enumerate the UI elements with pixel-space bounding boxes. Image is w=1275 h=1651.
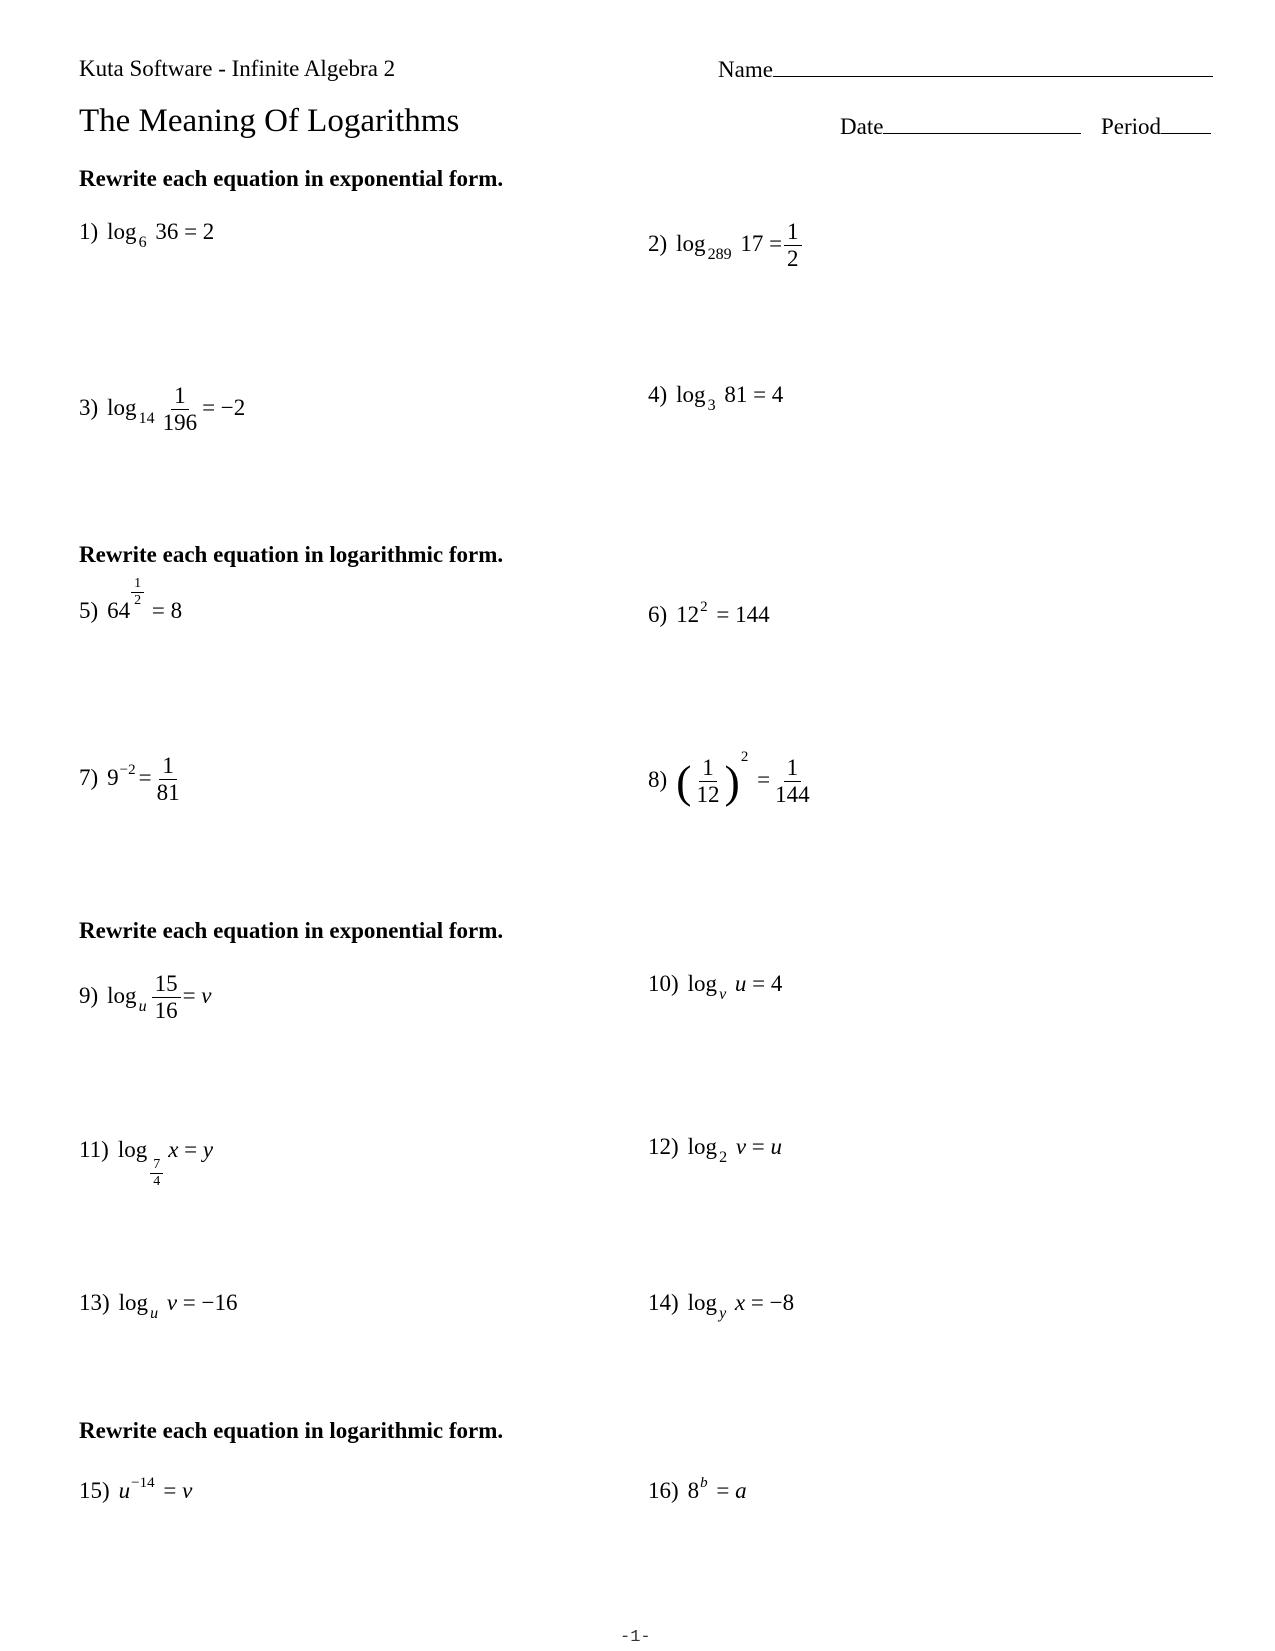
equation-rhs: = 144 — [716, 602, 770, 627]
equals-sign: = — [751, 1134, 765, 1159]
problem-6 — [648, 599, 770, 627]
problem-number: 1) — [79, 219, 99, 244]
exponential-base: u — [118, 1478, 131, 1503]
fraction-numerator: 1 — [784, 755, 802, 782]
problem-number: 12) — [648, 1134, 679, 1159]
exponent: −2 — [119, 762, 136, 779]
equation-rhs: = −2 — [202, 395, 246, 421]
exponent: b — [700, 1475, 708, 1491]
problem-1 — [79, 219, 215, 251]
log-operator: log — [687, 1290, 718, 1315]
log-operator: log — [107, 395, 137, 421]
log-operator: log — [687, 971, 718, 996]
log-argument: v — [166, 1290, 178, 1315]
exponential-base: 64 — [107, 597, 131, 623]
equals-sign: = — [757, 767, 771, 793]
fraction-denominator: 144 — [775, 782, 810, 808]
equals-sign: = — [138, 765, 152, 791]
log-argument: x — [734, 1290, 746, 1315]
base-fraction — [694, 755, 723, 809]
problem-number: 3) — [79, 395, 99, 421]
publisher-label: Kuta Software - Infinite Algebra 2 — [79, 56, 396, 81]
equation-rhs: = 4 — [752, 971, 783, 996]
log-operator: log — [676, 382, 706, 407]
fraction-denominator: 196 — [162, 410, 198, 436]
log-argument: v — [735, 1134, 747, 1159]
log-operator: log — [107, 219, 137, 244]
problem-5 — [79, 576, 183, 629]
problem-number: 7) — [79, 765, 99, 791]
log-operator: log — [107, 983, 137, 1009]
log-argument: x — [168, 1136, 179, 1162]
log-base: v — [719, 986, 727, 1003]
equals-sign: = — [769, 231, 783, 257]
exponent: 2 — [700, 599, 708, 615]
period-field[interactable] — [1101, 113, 1211, 140]
log-operator: log — [117, 1136, 148, 1162]
problem-number: 15) — [79, 1478, 110, 1503]
fraction-denominator: 2 — [787, 246, 799, 272]
date-label: Date — [840, 114, 884, 139]
fraction-numerator: 1 — [784, 219, 802, 246]
page-number: -1- — [620, 1628, 651, 1647]
name-blank-line[interactable] — [773, 56, 1213, 77]
problem-number: 4) — [648, 382, 668, 407]
problem-4 — [648, 382, 784, 414]
fraction-numerator: 1 — [159, 753, 177, 780]
problem-9 — [79, 971, 212, 1025]
name-label: Name — [718, 57, 773, 82]
log-argument: u — [734, 971, 747, 996]
equation-rhs: y — [202, 1136, 214, 1162]
section-instruction-1: Rewrite each equation in exponential form. — [79, 166, 504, 191]
problem-12 — [648, 1134, 783, 1166]
problem-number: 6) — [648, 602, 668, 627]
log-base: 289 — [707, 246, 732, 264]
log-base: 2 — [719, 1149, 728, 1166]
fraction-numerator: 1 — [699, 755, 717, 782]
problem-13 — [79, 1290, 238, 1322]
problem-3 — [79, 383, 245, 437]
period-blank-line[interactable] — [1161, 113, 1211, 134]
fraction-denominator: 12 — [696, 782, 720, 808]
exponent-fraction — [131, 576, 144, 609]
problem-number: 9) — [79, 983, 99, 1009]
rhs-fraction — [772, 755, 813, 809]
fraction-numerator: 1 — [131, 576, 144, 593]
date-blank-line[interactable] — [883, 113, 1081, 134]
section-instruction-3: Rewrite each equation in exponential form. — [79, 918, 504, 943]
date-field[interactable] — [840, 113, 1081, 140]
problem-number: 13) — [79, 1290, 110, 1315]
problem-14 — [648, 1290, 795, 1322]
problem-number: 8) — [648, 767, 668, 793]
equals-sign: = — [716, 1478, 730, 1503]
equals-sign: = — [182, 983, 196, 1009]
rhs-fraction — [784, 219, 802, 273]
log-argument: 81 — [724, 382, 748, 407]
section-instruction-4: Rewrite each equation in logarithmic form. — [79, 1418, 504, 1443]
exponent: −14 — [131, 1475, 155, 1491]
fraction-denominator: 4 — [153, 1174, 161, 1190]
equals-sign: = — [163, 1478, 177, 1503]
name-field[interactable] — [718, 56, 1213, 83]
problem-number: 14) — [648, 1290, 679, 1315]
right-parenthesis: ) — [724, 755, 740, 807]
fraction-numerator: 7 — [150, 1157, 163, 1174]
equation-rhs: = 4 — [753, 382, 784, 407]
log-base-fraction — [150, 1157, 163, 1190]
equation-rhs: = 2 — [184, 219, 215, 244]
problem-7 — [79, 753, 185, 807]
problem-2 — [648, 219, 804, 273]
equation-rhs: v — [201, 983, 212, 1009]
equation-rhs: = 8 — [151, 597, 183, 623]
log-base: u — [150, 1305, 159, 1322]
fraction-numerator: 1 — [171, 383, 189, 410]
problem-number: 10) — [648, 971, 679, 996]
log-base: y — [719, 1305, 727, 1322]
equation-rhs: = −16 — [182, 1290, 238, 1315]
fraction-denominator: 2 — [134, 593, 142, 609]
problem-number: 11) — [79, 1136, 109, 1162]
worksheet-title: The Meaning Of Logarithms — [79, 103, 460, 139]
exponential-base: 8 — [687, 1478, 700, 1503]
problem-10 — [648, 971, 783, 1003]
log-argument-fraction — [152, 971, 181, 1025]
problem-16 — [648, 1475, 747, 1503]
log-base: u — [138, 998, 147, 1016]
left-parenthesis: ( — [676, 755, 692, 807]
fraction-denominator: 16 — [154, 998, 178, 1024]
problem-15 — [79, 1475, 193, 1503]
fraction-numerator: 15 — [152, 971, 181, 998]
equation-rhs: a — [735, 1478, 747, 1503]
log-base: 6 — [138, 234, 147, 251]
log-base: 14 — [138, 410, 155, 428]
equation-rhs: v — [182, 1478, 193, 1503]
equals-sign: = — [184, 1136, 198, 1162]
section-instruction-2: Rewrite each equation in logarithmic form. — [79, 542, 504, 567]
log-argument: 36 — [155, 219, 179, 244]
log-operator: log — [687, 1134, 718, 1159]
rhs-fraction — [154, 753, 183, 807]
log-operator: log — [118, 1290, 149, 1315]
problem-number: 2) — [648, 231, 668, 257]
period-label: Period — [1101, 114, 1162, 139]
problem-8 — [648, 749, 815, 809]
log-base: 3 — [707, 397, 716, 414]
log-operator: log — [676, 231, 706, 257]
problem-number: 16) — [648, 1478, 679, 1503]
log-argument: 17 — [740, 231, 764, 257]
problem-number: 5) — [79, 597, 99, 623]
exponential-base: 12 — [676, 602, 700, 627]
log-argument-fraction — [160, 383, 201, 437]
fraction-denominator: 81 — [156, 780, 180, 806]
equation-rhs: u — [770, 1134, 783, 1159]
exponent: 2 — [740, 749, 749, 766]
equation-rhs: = −8 — [750, 1290, 795, 1315]
exponential-base: 9 — [107, 765, 119, 791]
problem-11 — [79, 1135, 214, 1190]
